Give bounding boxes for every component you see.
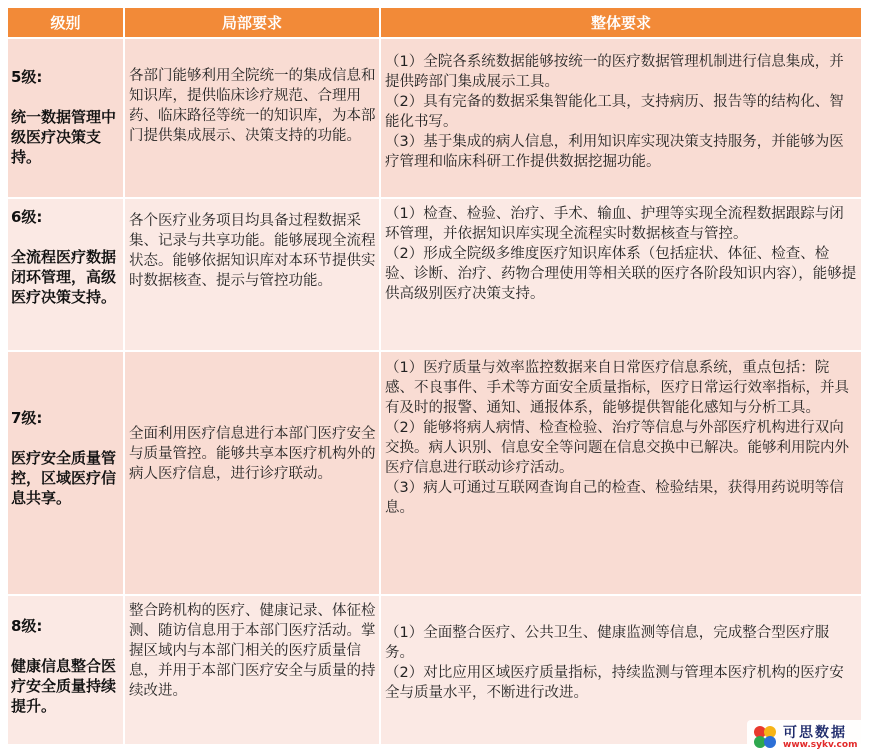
local-requirement-text: 各个医疗业务项目均具备过程数据采集、记录与共享功能。能够展现全流程状态。能够依据知识库对本环节提供实时数据核查、提示与管控功能。 bbox=[129, 213, 376, 289]
header-level: 级别 bbox=[8, 8, 125, 39]
local-requirement-cell bbox=[125, 199, 381, 352]
local-requirement-text: 各部门能够利用全院统一的集成信息和知识库，提供临床诊疗规范、合理用药、临床路径等统一的知识库，为本部门提供集成展示、决策支持的功能。 bbox=[129, 68, 376, 144]
requirements-table bbox=[8, 8, 861, 746]
table-row bbox=[8, 352, 861, 596]
requirements-table-wrapper bbox=[8, 8, 861, 746]
sykv-logo-icon bbox=[751, 723, 779, 751]
local-requirement-cell bbox=[125, 596, 381, 746]
level-cell bbox=[8, 39, 125, 199]
level-description: 全流程医疗数据闭环管理，高级医疗决策支持。 bbox=[11, 248, 117, 306]
overall-requirement-cell bbox=[381, 199, 861, 352]
local-requirement-text: 整合跨机构的医疗、健康记录、体征检测、随访信息用于本部门医疗活动。掌握区域内与本部门相关的医疗质量信息，并用于本部门医疗安全与质量的持续改进。 bbox=[129, 603, 376, 699]
overall-requirement-item: （2）能够将病人病情、检查检验、治疗等信息与外部医疗机构进行双向交换。病人识别、信息安全等问题在信息交换中已解决。能够利用院内外医疗信息进行联动诊疗活动。 bbox=[385, 420, 849, 476]
level-number: 7级: bbox=[11, 409, 43, 427]
overall-requirement-item: （2）具有完备的数据采集智能化工具，支持病历、报告等的结构化、智能化书写。 bbox=[385, 94, 844, 130]
level-number: 8级: bbox=[11, 617, 43, 635]
watermark bbox=[747, 720, 865, 754]
level-description: 健康信息整合医疗安全质量持续提升。 bbox=[11, 657, 117, 715]
level-description: 医疗安全质量管控，区域医疗信息共享。 bbox=[11, 449, 117, 507]
overall-requirement-cell bbox=[381, 39, 861, 199]
overall-requirement-item: （3）病人可通过互联网查询自己的检查、检验结果，获得用药说明等信息。 bbox=[385, 480, 844, 516]
level-cell bbox=[8, 199, 125, 352]
level-cell bbox=[8, 352, 125, 596]
overall-requirement-item: （1）医疗质量与效率监控数据来自日常医疗信息系统，重点包括：院感、不良事件、手术等方面安全质量指标，医疗日常运行效率指标，并具有及时的报警、通知、通报体系，能够提供智能化感知与分析工具。 bbox=[385, 360, 849, 416]
table-header-row bbox=[8, 8, 861, 39]
overall-requirement-item: （1）全面整合医疗、公共卫生、健康监测等信息，完成整合型医疗服务。 bbox=[385, 625, 830, 661]
level-description: 统一数据管理中级医疗决策支持。 bbox=[11, 108, 117, 166]
level-cell bbox=[8, 596, 125, 746]
overall-requirement-item: （2）形成全院级多维度医疗知识库体系（包括症状、体征、检查、检验、诊断、治疗、药物合理使用等相关联的医疗各阶段知识内容），能够提供高级别医疗决策支持。 bbox=[385, 246, 857, 302]
table-row bbox=[8, 199, 861, 352]
overall-requirement-item: （1）全院各系统数据能够按统一的医疗数据管理机制进行信息集成，并提供跨部门集成展示工具。 bbox=[385, 54, 844, 90]
overall-requirement-item: （1）检查、检验、治疗、手术、输血、护理等实现全流程数据跟踪与闭环管理，并依据知识库实现全流程实时数据核查与管控。 bbox=[385, 206, 844, 242]
local-requirement-text: 全面利用医疗信息进行本部门医疗安全与质量管控。能够共享本医疗机构外的病人医疗信息，进行诊疗联动。 bbox=[129, 426, 376, 482]
local-requirement-cell bbox=[125, 39, 381, 199]
local-requirement-cell bbox=[125, 352, 381, 596]
table-row bbox=[8, 39, 861, 199]
header-overall-requirements: 整体要求 bbox=[381, 8, 861, 39]
level-number: 5级: bbox=[11, 68, 43, 86]
table-row bbox=[8, 596, 861, 746]
watermark-title: 可思数据 bbox=[783, 725, 847, 741]
overall-requirement-cell bbox=[381, 352, 861, 596]
watermark-url: www.sykv.com bbox=[783, 740, 858, 750]
overall-requirement-item: （2）对比应用区域医疗质量指标，持续监测与管理本医疗机构的医疗安全与质量水平，不断进行改进。 bbox=[385, 665, 844, 701]
level-number: 6级: bbox=[11, 208, 43, 226]
overall-requirement-item: （3）基于集成的病人信息，利用知识库实现决策支持服务，并能够为医疗管理和临床科研工作提供数据挖掘功能。 bbox=[385, 134, 844, 170]
header-local-requirements: 局部要求 bbox=[125, 8, 381, 39]
